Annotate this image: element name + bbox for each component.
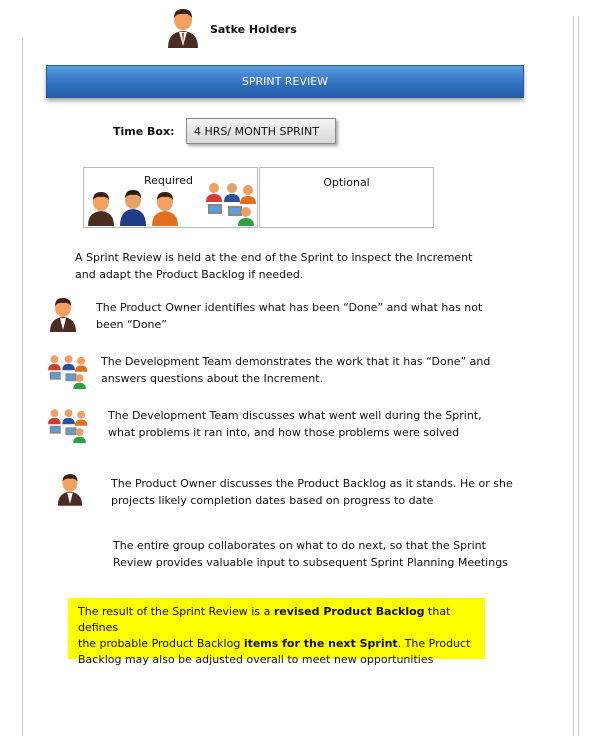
item-dev-team-demonstrates: The Development Team demonstrates the work that it has “Done” and answers questions about the Increment.: [101, 355, 491, 385]
optional-label: Optional: [323, 176, 370, 189]
sprint-review-banner: SPRINT REVIEW: [46, 65, 524, 98]
item-product-owner-done: The Product Owner identifies what has been “Done” and what has not been “Done”: [96, 301, 483, 331]
required-people-icon: [86, 188, 186, 226]
required-box: [83, 167, 258, 228]
page-right-border: [573, 16, 574, 736]
optional-box: [259, 167, 434, 228]
header-title: Satke Holders: [210, 23, 297, 36]
required-label: Required: [144, 174, 193, 187]
product-owner-icon: [48, 296, 78, 332]
timebox-value: 4 HRS/ MONTH SPRINT: [186, 118, 336, 144]
item-product-owner-backlog: The Product Owner discusses the Product Backlog as it stands. He or she projects likely completion dates based on progress to date: [111, 477, 513, 507]
product-owner-icon: [56, 472, 84, 506]
page-left-border: [22, 38, 23, 736]
page-right-border-shadow: [578, 16, 579, 736]
stakeholder-icon: [164, 6, 202, 48]
result-highlight-box: The result of the Sprint Review is a revised Product Backlog that defines the probable Product Backlog items for the next Sprint. The Product Backlog may also be adjusted overall to meet new opportunities: [68, 598, 485, 659]
timebox-label: Time Box:: [113, 125, 175, 138]
intro-text: A Sprint Review is held at the end of the Sprint to inspect the Increment and adapt the Product Backlog if needed.: [75, 251, 473, 281]
item-dev-team-discusses: The Development Team discusses what went well during the Sprint, what problems it ran into, and how those problems were solved: [108, 409, 482, 439]
development-team-icon: [45, 352, 89, 390]
development-team-icon: [202, 180, 258, 226]
development-team-icon: [45, 406, 89, 444]
item-group-collaborates: The entire group collaborates on what to do next, so that the Sprint Review provides valuable input to subsequent Sprint Planning Meetings: [113, 539, 508, 569]
